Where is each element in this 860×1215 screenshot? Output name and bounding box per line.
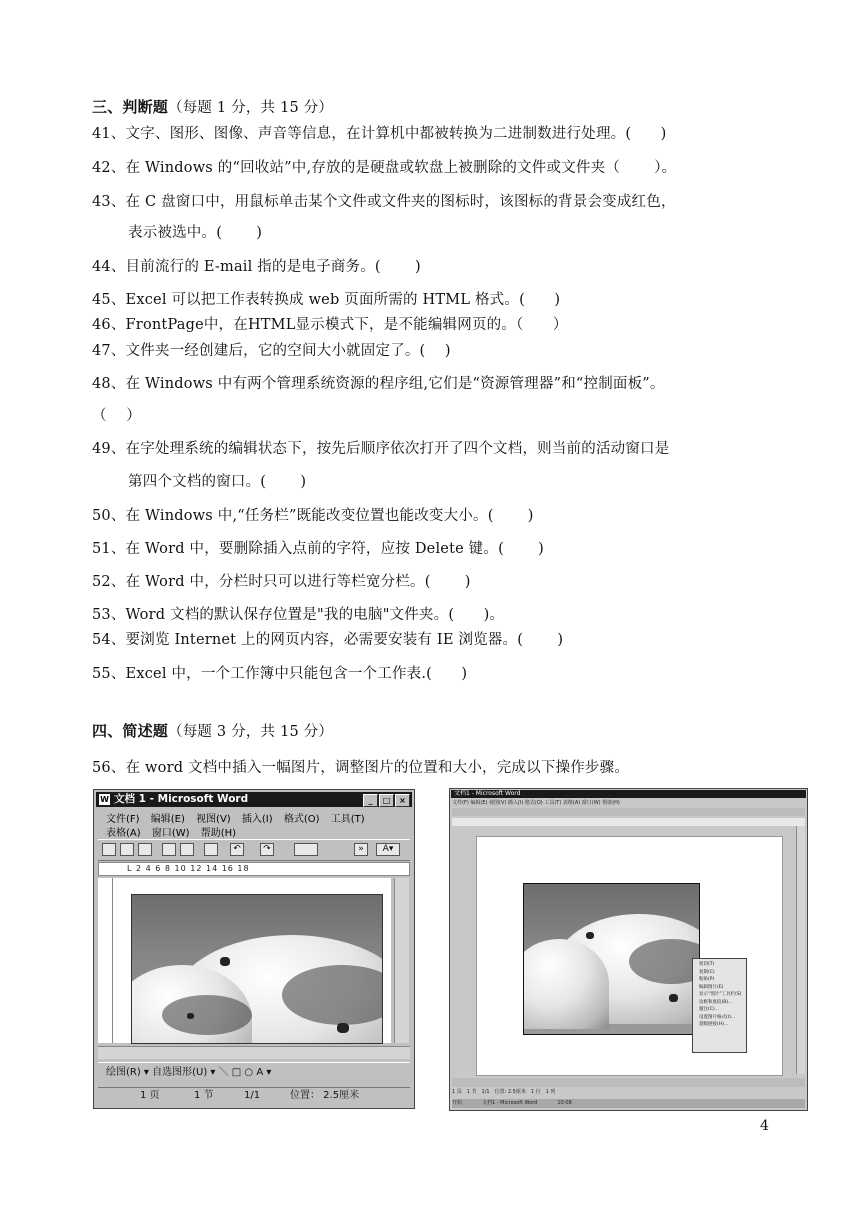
s2-toolbar [452,808,805,816]
question-43-cont: 表示被选中。( ) [128,225,263,241]
s1-drawing-toolbar: 绘图(R) ▾ 自选图形(U) ▾ ＼ □ ○ A ▾ [98,1062,410,1083]
status-pages: 1/1 [244,1090,261,1101]
menu-file: 文件(F) [106,814,140,825]
question-49-cont: 第四个文档的窗口。( ) [128,474,307,490]
menu-edit: 编辑(E) [150,814,185,825]
s2-ruler [452,818,805,826]
ctx-caption: 题注(C)... [699,1007,719,1012]
new-icon [102,843,116,856]
question-46: 46、FrontPage中，在HTML显示模式下，是不能编辑网页的。（ ） [92,317,568,333]
menu-table: 表格(A) [106,828,141,839]
question-48: 48、在 Windows 中有两个管理系统资源的程序组,它们是“资源管理器”和“控制面板”。 [92,376,665,392]
s1-vertical-ruler [98,878,113,1043]
s1-mountain-photo [131,894,383,1044]
s2-taskbar: 开始 文档1 - Microsoft Word 10:08 [452,1099,805,1108]
question-41: 41、文字、图形、图像、声音等信息，在计算机中都被转换为二进制数进行处理。( ) [92,126,667,142]
question-48-cont: （ ） [92,408,141,424]
menu-tools: 工具(T) [330,814,365,825]
minimize-icon: _ [363,794,378,807]
menu-format: 格式(O) [283,814,320,825]
s1-standard-toolbar [98,839,410,861]
s1-document-area [113,878,391,1043]
save-icon [138,843,152,856]
print-preview-icon [180,843,194,856]
ctx-hyperlink: 超级链接(H)... [699,1022,729,1027]
s1-menu-row1 [106,810,373,825]
more-icon: » [354,843,368,856]
s2-mountain-photo [523,883,700,1035]
word-screenshot-2 [449,788,808,1111]
question-43: 43、在 C 盘窗口中，用鼠标单击某个文件或文件夹的图标时，该图标的背景会变成红色， [92,194,676,210]
ctx-copy: 复制(C) [699,969,715,975]
section4-title: 四、简述题 [92,722,169,740]
open-icon [120,843,134,856]
s2-context-menu [692,958,747,1053]
ctx-edit-picture: 编辑图片(E) [699,984,724,990]
s1-menu-row2 [106,824,244,839]
question-55: 55、Excel 中，一个工作簿中只能包含一个工作表.( ) [92,666,468,682]
section4-heading [92,720,333,741]
ctx-paste: 粘贴(P) [699,977,715,982]
s2-drawing-toolbar [452,1078,805,1087]
ctx-show-picture-toolbar: 显示“图片”工具栏(S) [699,992,742,997]
undo-icon: ↶ [230,843,244,856]
question-53: 53、Word 文档的默认保存位置是"我的电脑"文件夹。( )。 [92,607,505,623]
question-45: 45、Excel 可以把工作表转换成 web 页面所需的 HTML 格式。( ) [92,292,561,308]
table-icon [294,843,318,856]
question-42: 42、在 Windows 的“回收站”中,存放的是硬盘或软盘上被删除的文件或文件夹（ ）。 [92,160,677,176]
s1-title-text: 文档 1 - Microsoft Word [114,793,249,805]
status-position: 位置： 2.5厘米 [290,1090,360,1101]
s2-document-page [476,836,783,1076]
redo-icon: ↷ [260,843,274,856]
s2-status-bar: 1 页 1 节 1/1 位置: 2.5厘米 1 行 1 列 [452,1089,556,1095]
section3-title: 三、判断题 [92,98,169,116]
font-color-icon: A▾ [376,843,400,856]
s1-window-buttons [362,793,410,808]
print-icon [162,843,176,856]
menu-insert: 插入(I) [241,814,273,825]
ctx-borders: 边框和底纹(B)... [699,999,733,1005]
s2-vertical-scrollbar [796,826,805,1074]
s1-ruler: L 2 4 6 8 10 12 14 16 18 [98,862,410,876]
section3-heading [92,96,333,117]
paste-icon [204,843,218,856]
s2-titlebar: 文档1 - Microsoft Word [451,790,806,798]
question-49: 49、在字处理系统的编辑状态下，按先后顺序依次打开了四个文档，则当前的活动窗口是 [92,441,670,457]
status-section: 1 节 [194,1090,214,1101]
status-page: 1 页 [140,1090,160,1101]
menu-window: 窗口(W) [151,828,190,839]
question-50: 50、在 Windows 中,“任务栏”既能改变位置也能改变大小。( ) [92,508,534,524]
question-47: 47、文件夹一经创建后，它的空间大小就固定了。( ) [92,343,451,359]
s1-vertical-scrollbar [394,878,409,1043]
maximize-icon: □ [379,794,394,807]
question-54: 54、要浏览 Internet 上的网页内容，必需要安装有 IE 浏览器。( ) [92,632,564,648]
s2-menu-bar: 文件(F) 编辑(E) 视图(V) 插入(I) 格式(O) 工具(T) 表格(A) 窗口(W) 帮助(H) [452,800,620,806]
menu-view: 视图(V) [196,814,231,825]
question-52: 52、在 Word 中，分栏时只可以进行等栏宽分栏。( ) [92,574,471,590]
s1-horizontal-scrollbar [98,1046,410,1059]
s1-status-bar [98,1087,410,1104]
section4-note: （每题 3 分，共 15 分） [168,724,334,740]
page-number: 4 [760,1118,769,1134]
ctx-format-picture: 设置图片格式(I)... [699,1014,736,1020]
s1-titlebar [96,792,412,807]
question-44: 44、目前流行的 E-mail 指的是电子商务。( ) [92,259,421,275]
close-icon: × [395,794,410,807]
section3-note: （每题 1 分，共 15 分） [168,100,334,116]
question-56: 56、在 word 文档中插入一幅图片，调整图片的位置和大小，完成以下操作步骤。 [92,760,630,776]
question-51: 51、在 Word 中，要删除插入点前的字符，应按 Delete 键。( ) [92,541,545,557]
word-screenshot-1 [93,789,415,1109]
ctx-cut: 剪切(T) [699,962,715,967]
word-icon: W [100,795,109,804]
menu-help: 帮助(H) [200,828,237,839]
